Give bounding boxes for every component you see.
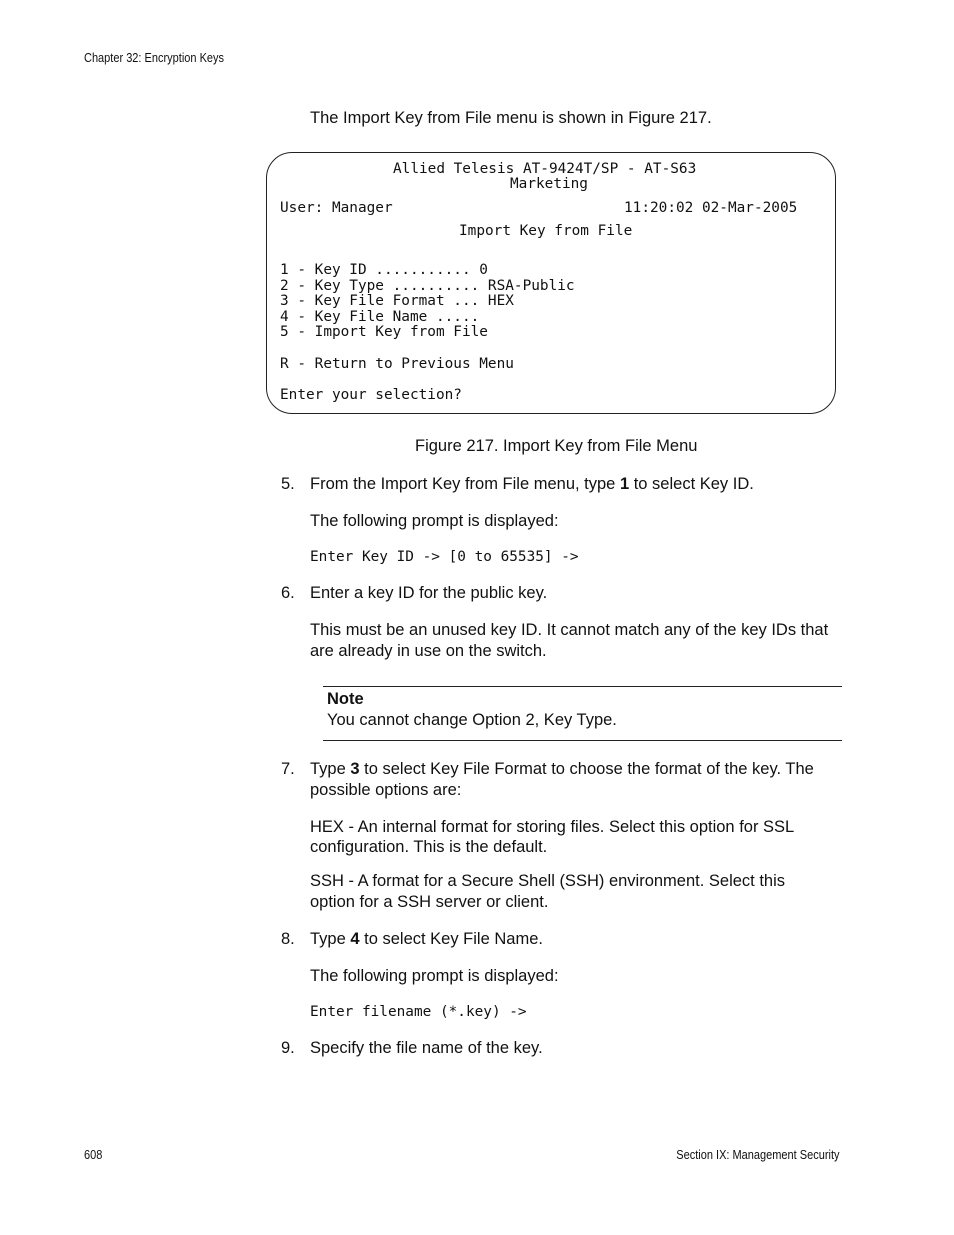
note-title: Note bbox=[327, 690, 364, 708]
step-8-pre: Type bbox=[310, 930, 351, 948]
ssh-option-line-2: option for a SSH server or client. bbox=[310, 893, 549, 911]
step-6-text: Enter a key ID for the public key. bbox=[310, 584, 548, 602]
menu-option-key-file-name: 4 - Key File Name ..... bbox=[280, 309, 480, 325]
step-number: 5. bbox=[281, 475, 295, 493]
step-5-pre: From the Import Key from File menu, type bbox=[310, 475, 620, 493]
running-header: Chapter 32: Encryption Keys bbox=[84, 51, 225, 65]
step-5-key: 1 bbox=[619, 475, 630, 493]
menu-option-key-type: 2 - Key Type .......... RSA-Public bbox=[280, 278, 575, 294]
step-number: 7. bbox=[281, 760, 295, 778]
step-7-text bbox=[310, 759, 814, 780]
terminal-datetime: 11:20:02 02-Mar-2005 bbox=[624, 200, 798, 216]
menu-option-key-id: 1 - Key ID ........... 0 bbox=[280, 262, 488, 278]
terminal-menu-title: Import Key from File bbox=[459, 223, 633, 239]
step-6-detail-line-2: are already in use on the switch. bbox=[310, 642, 547, 660]
page-number: 608 bbox=[84, 1148, 103, 1162]
menu-option-key-file-format: 3 - Key File Format ... HEX bbox=[280, 293, 514, 309]
key-id-prompt: Enter Key ID -> [0 to 65535] -> bbox=[310, 549, 579, 565]
step-7-key: 3 bbox=[350, 760, 360, 778]
section-footer: Section IX: Management Security bbox=[676, 1148, 840, 1162]
menu-option-import-key: 5 - Import Key from File bbox=[280, 324, 488, 340]
step-7-text-line-2: possible options are: bbox=[310, 781, 462, 799]
menu-option-return: R - Return to Previous Menu bbox=[280, 356, 514, 372]
terminal-screen bbox=[266, 152, 836, 414]
step-number: 6. bbox=[281, 584, 295, 602]
terminal-user: User: Manager bbox=[280, 200, 393, 216]
ssh-option-line-1: SSH - A format for a Secure Shell (SSH) environment. Select this bbox=[310, 872, 786, 890]
step-8-text bbox=[310, 929, 543, 950]
step-7-post: to select Key File Format to choose the format of the key. The bbox=[359, 760, 814, 778]
hex-option-line-2: configuration. This is the default. bbox=[310, 838, 548, 856]
step-5-post: to select Key ID. bbox=[629, 475, 754, 493]
prompt-intro: The following prompt is displayed: bbox=[310, 967, 559, 985]
step-5-text bbox=[310, 474, 754, 495]
terminal-subtitle: Marketing bbox=[510, 176, 588, 192]
figure-caption: Figure 217. Import Key from File Menu bbox=[415, 437, 698, 455]
terminal-title: Allied Telesis AT-9424T/SP - AT-S63 bbox=[393, 161, 697, 177]
step-8-key: 4 bbox=[350, 930, 360, 948]
note-box bbox=[323, 686, 842, 741]
step-9-text: Specify the file name of the key. bbox=[310, 1039, 543, 1057]
filename-prompt: Enter filename (*.key) -> bbox=[310, 1004, 527, 1020]
step-number: 9. bbox=[281, 1039, 295, 1057]
hex-option-line-1: HEX - An internal format for storing files. Select this option for SSL bbox=[310, 818, 795, 836]
terminal-prompt: Enter your selection? bbox=[280, 387, 462, 403]
step-8-post: to select Key File Name. bbox=[359, 930, 543, 948]
step-number: 8. bbox=[281, 930, 295, 948]
step-7-pre: Type bbox=[310, 760, 351, 778]
note-text: You cannot change Option 2, Key Type. bbox=[327, 711, 617, 729]
intro-paragraph: The Import Key from File menu is shown in Figure 217. bbox=[310, 109, 712, 127]
step-6-detail-line-1: This must be an unused key ID. It cannot match any of the key IDs that bbox=[310, 621, 829, 639]
prompt-intro: The following prompt is displayed: bbox=[310, 512, 559, 530]
